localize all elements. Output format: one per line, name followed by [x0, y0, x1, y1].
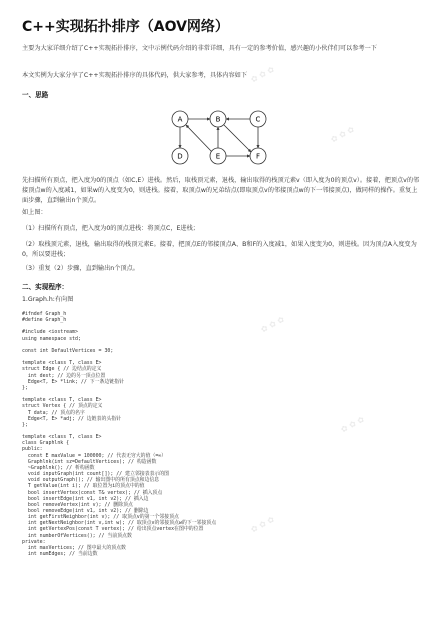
file-label: 1.Graph.h:有向图 [22, 296, 74, 303]
code-line: struct Vertex { // 顶点的定义 [22, 403, 103, 410]
code-line: int maxVertices; // 图中最大的顶点数 [22, 544, 126, 551]
svg-text:A: A [177, 115, 183, 124]
code-line: T getValue(int i); // 取位置为i的顶点中的值 [22, 483, 145, 490]
code-line: #define Graph_h [22, 317, 67, 324]
watermark: ✿ ✿ ✿ [249, 514, 276, 535]
code-line: void inputGraph(int count[]); // 建立邻接表表示的图 [22, 471, 170, 478]
step-2: （2）取栈顶元素，退栈，输出取得的栈顶元素E。接着，把顶点E的邻接顶点A、B和F的入度减1，如果入度变为0，则进栈。因为顶点A入度变为0，所以要进栈； [22, 241, 417, 258]
watermark: ✿ ✿ ✿ [259, 314, 286, 335]
code-line: using namespace std; [22, 335, 81, 342]
code-line: Graphlnk(int sz=DefaultVertices); // 构造函数 [22, 458, 157, 465]
code-line: private: [22, 538, 46, 545]
code-line: int getNextNeighbor(int v,int w); // 取顶点v的邻接顶点w的下一邻接顶点 [22, 520, 217, 527]
section-heading-1: 一、思路 [22, 91, 49, 99]
code-line: void outputGraph(); // 输出图中的所有顶点和边信息 [22, 477, 160, 484]
example-label: 如上图： [22, 209, 47, 216]
algorithm-paragraph: 先扫描所有顶点，把入度为0的顶点（如C,E）进栈。然后，取栈顶元素，退栈，输出取得的栈顶元素v（即入度为0的顶点v）。接着，把顶点v的邻接顶点w的入度减1，如果w的入度变为0，则进栈。接着，取顶点w的兄弟结点(即取顶点v的邻接顶点w的下一邻接顶点)，做同样的操作。重复上面步骤，直到输出n个顶点。 [22, 177, 420, 204]
code-line: Edge<T, E> *adj; // 边链表的头指针 [22, 415, 122, 422]
watermark: ✿ ✿ ✿ [249, 64, 276, 85]
node-c [250, 111, 266, 127]
code-line: public: [22, 446, 43, 453]
aov-graph-diagram [163, 105, 275, 172]
code-line: const int DefaultVertices = 30; [22, 347, 114, 354]
code-line: #include <iostream> [22, 329, 78, 336]
edge-e-a [186, 125, 212, 152]
step-3: （3）重复（2）步骤，直到输出n个顶点。 [22, 265, 139, 272]
watermark: ✿ ✿ ✿ [339, 414, 366, 435]
code-line: int getVertexPos(const T vertex); // 给出顶点vertex在图中的位置 [22, 526, 204, 533]
code-line: class Graphlnk { [22, 440, 70, 447]
code-line: bool removeVertex(int v); // 删除顶点 [22, 501, 133, 508]
step-1: （1）扫描所有顶点，把入度为0的顶点进栈：将顶点C，E进栈； [22, 225, 199, 232]
code-line: T data; // 顶点的名字 [22, 409, 85, 416]
code-line: bool insertVertex(const T& vertex); // 插入顶点 [22, 489, 163, 496]
svg-text:B: B [215, 115, 221, 124]
code-line: int numberOfVertices(); // 当前顶点数 [22, 532, 132, 539]
code-line: int getFirstNeighbor(int v); // 取顶点v的第一个邻接顶点 [22, 514, 179, 521]
code-line: int numEdges; // 当前边数 [22, 551, 98, 558]
code-line: template <class T, class E> [22, 360, 102, 367]
node-d [172, 148, 188, 164]
code-block [22, 311, 422, 557]
code-line: int dest; // 边的另一顶点位置 [22, 372, 106, 379]
svg-text:C: C [255, 115, 261, 124]
edge-b-f [224, 125, 251, 152]
page-title: C++实现拓扑排序（AOV网络） [22, 19, 229, 35]
node-a [172, 111, 188, 127]
code-line: }; [22, 421, 28, 428]
sub-intro: 本文实例为大家分享了C++实现拓扑排序的具体代码，供大家参考，具体内容如下 [22, 72, 248, 79]
code-line: #ifndef Graph_h [22, 311, 67, 317]
section-heading-2: 二、实现程序： [22, 283, 69, 291]
svg-text:E: E [215, 152, 221, 161]
code-line: template <class T, class E> [22, 434, 102, 441]
code-line: bool insertEdge(int v1, int v2); // 插入边 [22, 495, 149, 502]
svg-text:F: F [255, 152, 261, 161]
watermark: ✿ ✿ ✿ [329, 124, 356, 145]
code-line: }; [22, 384, 28, 391]
node-e [210, 148, 226, 164]
code-line: const E maxValue = 100000; // 代表无穷大的值（=∞） [22, 452, 167, 459]
code-line: struct Edge { // 边结点的定义 [22, 366, 102, 373]
node-b [210, 111, 226, 127]
code-line: bool removeEdge(int v1, int v2); // 删除边 [22, 508, 149, 514]
intro-paragraph: 主要为大家详细介绍了C++实现拓扑排序，文中示例代码介绍的非常详细，具有一定的参考价值，感兴趣的小伙伴们可以参考一下 [22, 45, 377, 52]
code-line: Edge<T, E> *link; // 下一条边链指针 [22, 378, 124, 385]
node-f [250, 148, 266, 164]
code-line: template <class T, class E> [22, 397, 102, 404]
code-line: ~Graphlnk(); // 析构函数 [22, 464, 95, 471]
svg-text:D: D [177, 152, 183, 161]
